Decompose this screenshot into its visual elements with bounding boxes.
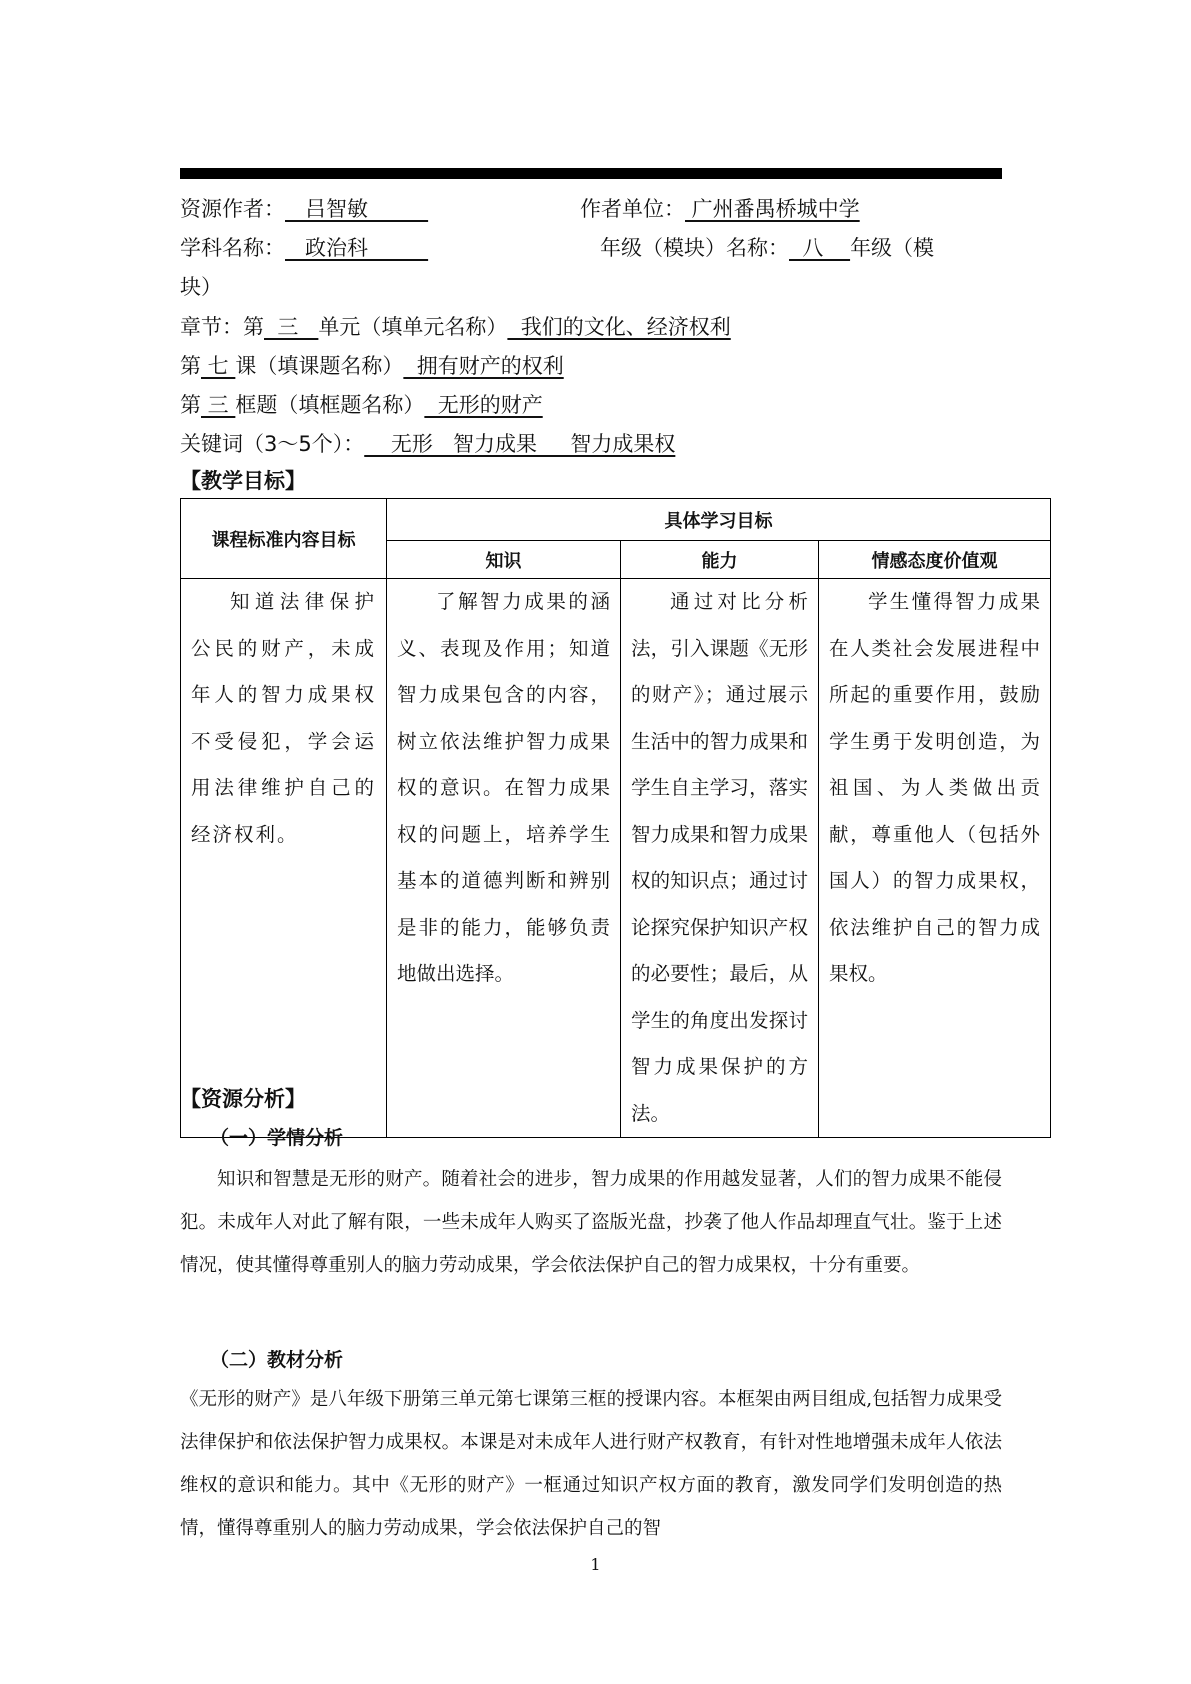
grade-group [600,233,934,263]
frame-line [180,390,543,420]
unit-group [580,194,860,224]
resource-analysis-heading: 【资源分析】 [180,1087,306,1111]
col-emotion-header: 情感态度价值观 [819,541,1051,579]
knowledge-cell: 了解智力成果的涵义、表现及作用；知道智力成果包含的内容，树立依法维护智力成果权的意识。在智力成果权的问题上，培养学生基本的道德判断和辨别是非的能力，能够负责地做出选择。 [387,579,621,1138]
col-ability-header: 能力 [621,541,819,579]
keywords-value: 无形 智力成果 智力成果权 [364,432,676,456]
lesson-value: 拥有财产的权利 [403,354,564,378]
lesson-mid: 课（填课题名称） [235,354,404,378]
grade-wrap: 块） [180,275,222,299]
author-line [180,194,860,224]
subject-value: 政治科 [285,236,429,260]
ability-cell: 通过对比分析法，引入课题《无形的财产》；通过展示生活中的智力成果和学生自主学习，落实智力成果和智力成果权的知识点；通过讨论探究保护知识产权的必要性；最后，从学生的角度出发探讨智力成果保护的方法。 [621,579,819,1138]
frame-value: 无形的财产 [424,393,543,417]
textbook-analysis-paragraph: 《无形的财产》是八年级下册第三单元第七课第三框的授课内容。本框架由两目组成,包括智力成果受法律保护和依法保护智力成果权。本课是对未成年人进行财产权教育，有针对性地增强未成年人依法维权的意识和能力。其中《无形的财产》一框通过知识产权方面的教育，激发同学们发明创造的热情，懂得尊重别人的脑力劳动成果，学会依法保护自己的智 [180,1389,1002,1539]
keywords-line [180,429,675,459]
col-specific-header: 具体学习目标 [387,499,1051,541]
grade-suffix: 年级（模 [850,236,935,260]
lesson-prefix: 第 [180,354,201,378]
author-label: 资源作者： [180,197,285,221]
grade-value: 八 [789,236,851,260]
unit-value: 广州番禺桥城中学 [685,197,860,221]
frame-mid: 框题（填框题名称） [235,393,425,417]
chapter-prefix: 章节：第 [180,315,264,339]
page-number: 1 [590,1555,601,1574]
chapter-mid: 单元（填单元名称） [318,315,508,339]
grade-label: 年级（模块）名称： [600,236,789,260]
unit-label: 作者单位： [580,197,685,221]
emotion-cell: 学生懂得智力成果在人类社会发展进程中所起的重要作用，鼓励学生勇于发明创造，为祖国、为人类做出贡献，尊重他人（包括外国人）的智力成果权，依法维护自己的智力成果权。 [819,579,1051,1138]
table-header-row [181,499,1051,541]
table-row [181,579,1051,1138]
frame-number: 三 [201,393,236,417]
frame-prefix: 第 [180,393,201,417]
col-standard-header: 课程标准内容目标 [181,499,387,579]
chapter-line [180,312,731,342]
author-value: 吕智敏 [285,197,429,221]
chapter-number: 三 [264,315,319,339]
textbook-analysis-heading: （二）教材分析 [210,1349,344,1371]
standard-cell: 知道法律保护公民的财产，未成年人的智力成果权不受侵犯，学会运用法律维护自己的经济权利。 [181,579,387,1138]
chapter-value: 我们的文化、经济权利 [507,315,731,339]
keywords-label: 关键词（3～5个）： [180,432,365,456]
col-knowledge-header: 知识 [387,541,621,579]
learner-analysis-paragraph: 知识和智慧是无形的财产。随着社会的进步，智力成果的作用越发显著，人们的智力成果不能侵犯。未成年人对此了解有限，一些未成年人购买了盗版光盘，抄袭了他人作品却理直气壮。鉴于上述情况，使其懂得尊重别人的脑力劳动成果，学会依法保护自己的智力成果权，十分有重要。 [180,1169,1002,1276]
lesson-number: 七 [201,354,236,378]
teaching-goals-heading: 【教学目标】 [180,469,306,493]
grade-wrap-line [180,272,222,302]
top-rule [180,168,1002,179]
learner-analysis-heading: （一）学情分析 [210,1127,344,1149]
lesson-line [180,351,564,381]
subject-label: 学科名称： [180,236,285,260]
teaching-goals-table [180,498,1051,1138]
subject-line [180,233,935,263]
